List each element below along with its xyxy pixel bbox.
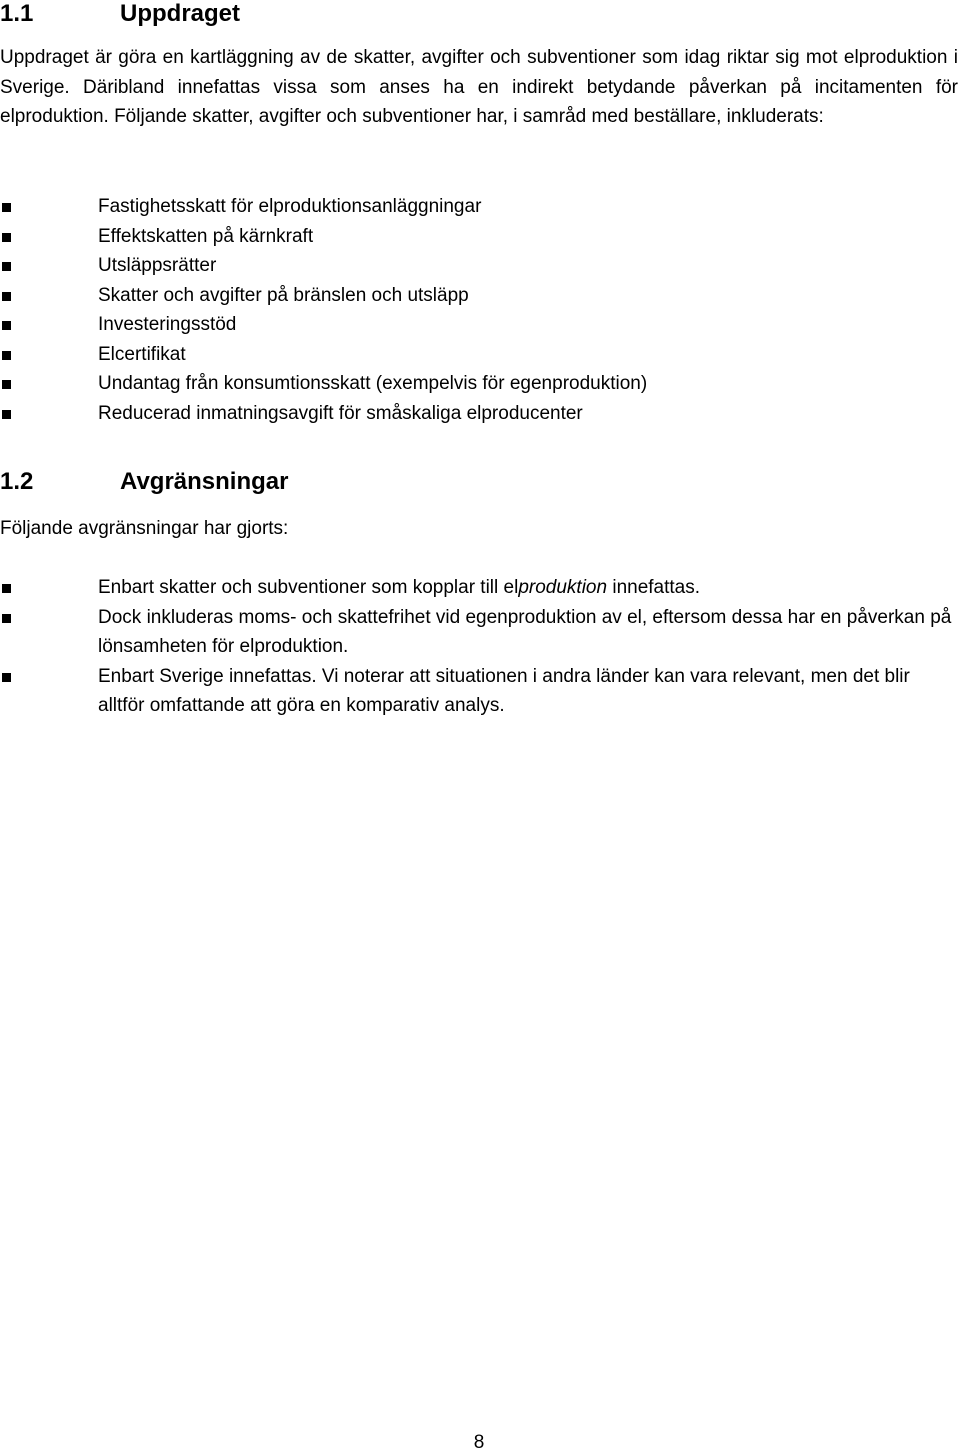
square-bullet-icon bbox=[2, 380, 11, 389]
list-item bbox=[0, 281, 958, 311]
page-number: 8 bbox=[473, 1432, 485, 1453]
list-item-text: Enbart skatter och subventioner som kopplar till el bbox=[98, 577, 519, 598]
list-item bbox=[0, 573, 958, 603]
square-bullet-icon bbox=[2, 584, 11, 593]
square-bullet-icon bbox=[2, 203, 11, 212]
list-item bbox=[0, 662, 958, 721]
square-bullet-icon bbox=[2, 673, 11, 682]
list-item-text: Elcertifikat bbox=[98, 343, 186, 365]
list-item bbox=[0, 222, 958, 252]
list-item-text: Enbart Sverige innefattas. Vi noterar att situationen i andra länder kan vara relevant, men det blir alltför omfattande att göra en komparativ analys. bbox=[98, 665, 910, 716]
square-bullet-icon bbox=[2, 262, 11, 271]
square-bullet-icon bbox=[2, 410, 11, 419]
section-number: 1.1 bbox=[0, 0, 34, 27]
section-title: Avgränsningar bbox=[120, 468, 289, 495]
list-item-text: Skatter och avgifter på bränslen och utsläpp bbox=[98, 284, 469, 306]
list-item bbox=[0, 251, 958, 281]
list-item-text: Reducerad inmatningsavgift för småskaliga elproducenter bbox=[98, 402, 583, 424]
emphasized-text: produktion bbox=[518, 577, 608, 598]
square-bullet-icon bbox=[2, 233, 11, 242]
list-item-text: Dock inkluderas moms- och skattefrihet vid egenproduktion av el, eftersom dessa har en påverkan på lönsamheten för elproduktion. bbox=[98, 606, 952, 657]
list-item bbox=[0, 310, 958, 340]
list-item-text: Investeringsstöd bbox=[98, 314, 237, 335]
list-item-text: Utsläppsrätter bbox=[98, 255, 217, 276]
list-item bbox=[0, 399, 958, 429]
section-heading-avgransningar bbox=[0, 468, 288, 496]
intro-paragraph: Uppdraget är göra en kartläggning av de skatter, avgifter och subventioner som idag riktar sig mot elproduktion i Sverige. Däribland innefattas vissa som anses ha en indirekt betydande påverkan på incitamenten för elproduktion. Följande skatter, avgifter och subventioner har, i samråd med beställare, inkluderats: bbox=[0, 47, 958, 127]
list-item bbox=[0, 192, 958, 222]
list-item-text: Undantag från konsumtionsskatt (exempelvis för egenproduktion) bbox=[98, 373, 648, 394]
list-item bbox=[0, 369, 958, 399]
square-bullet-icon bbox=[2, 321, 11, 330]
section-number: 1.2 bbox=[0, 468, 34, 495]
list-item bbox=[0, 340, 958, 370]
included-items-list bbox=[0, 192, 958, 428]
list-item-text: Fastighetsskatt för elproduktionsanläggningar bbox=[98, 196, 482, 217]
list-item bbox=[0, 603, 958, 662]
square-bullet-icon bbox=[2, 351, 11, 360]
section-title: Uppdraget bbox=[120, 0, 240, 27]
limitations-list bbox=[0, 573, 958, 721]
list-item-text: innefattas. bbox=[607, 577, 701, 598]
section-heading-uppdraget bbox=[0, 0, 240, 28]
limitations-intro: Följande avgränsningar har gjorts: bbox=[0, 518, 289, 539]
square-bullet-icon bbox=[2, 614, 11, 623]
square-bullet-icon bbox=[2, 292, 11, 301]
list-item-text: Effektskatten på kärnkraft bbox=[98, 225, 314, 247]
